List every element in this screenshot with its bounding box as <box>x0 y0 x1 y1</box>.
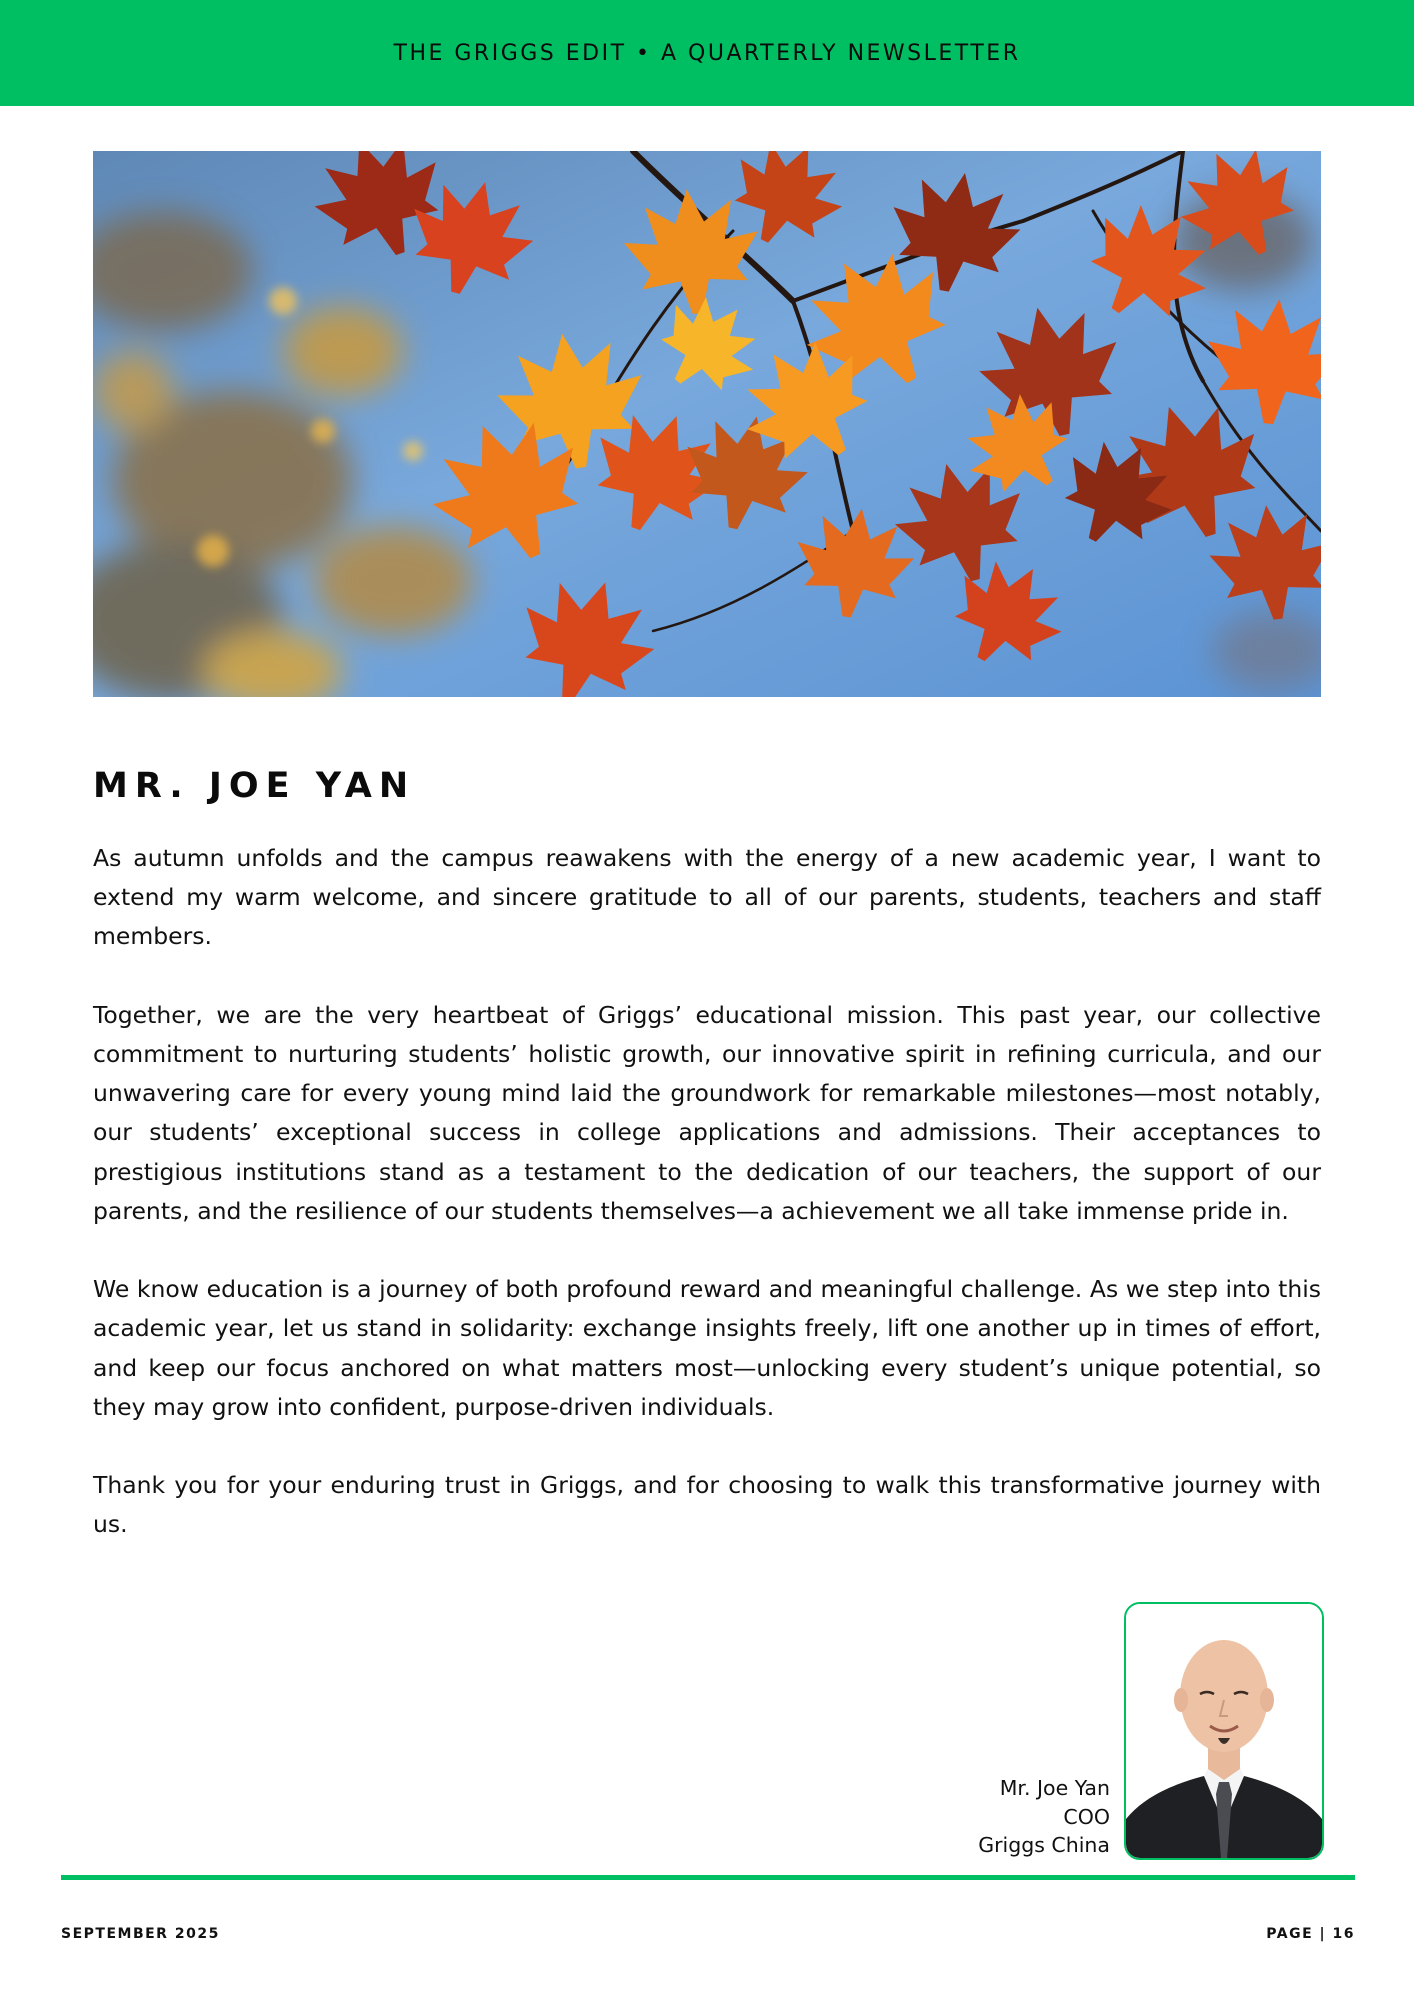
footer-page-number: PAGE | 16 <box>1266 1926 1355 1942</box>
article-paragraph: As autumn unfolds and the campus reawakens with the energy of a new academic year, I want to extend my warm welcome, and sincere gratitude to all of our parents, students, teachers and staff members. <box>93 844 1321 951</box>
signature-organization: Griggs China <box>978 1833 1110 1857</box>
article-paragraph: Thank you for your enduring trust in Griggs, and for choosing to walk this transformative journey with us. <box>93 1471 1321 1539</box>
newsletter-title: THE GRIGGS EDIT • A QUARTERLY NEWSLETTER <box>393 40 1021 66</box>
footer-divider <box>61 1875 1355 1880</box>
portrait-illustration <box>1126 1604 1322 1858</box>
article-title: MR. JOE YAN <box>93 766 416 806</box>
article-paragraph: We know education is a journey of both profound reward and meaningful challenge. As we step into this academic year, let us stand in solidarity: exchange insights freely, lift one another up in times of effort, and keep our focus anchored on what matters most—unlocking every student’s unique potential, so they may grow into confident, purpose-driven individuals. <box>93 1275 1321 1421</box>
footer-date: SEPTEMBER 2025 <box>61 1926 220 1942</box>
autumn-leaves-illustration <box>93 151 1321 697</box>
hero-image-autumn-leaves <box>93 151 1321 697</box>
signature-block <box>978 1774 1110 1860</box>
article-body <box>93 839 1321 1545</box>
signature-role: COO <box>1063 1804 1110 1829</box>
portrait-photo <box>1124 1602 1324 1860</box>
newsletter-header <box>0 0 1414 106</box>
article-paragraph: Together, we are the very heartbeat of Griggs’ educational mission. This past year, our collective commitment to nurturing students’ holistic growth, our innovative spirit in refining curricula, and our unwavering care for every young mind laid the groundwork for remarkable milestones—most notably, our students’ exceptional success in college applications and admissions. Their acceptances to prestigious institutions stand as a testament to the dedication of our teachers, the support of our parents, and the resilience of our students themselves—a achievement we all take immense pride in. <box>93 1000 1321 1225</box>
signature-name: Mr. Joe Yan <box>999 1776 1110 1800</box>
